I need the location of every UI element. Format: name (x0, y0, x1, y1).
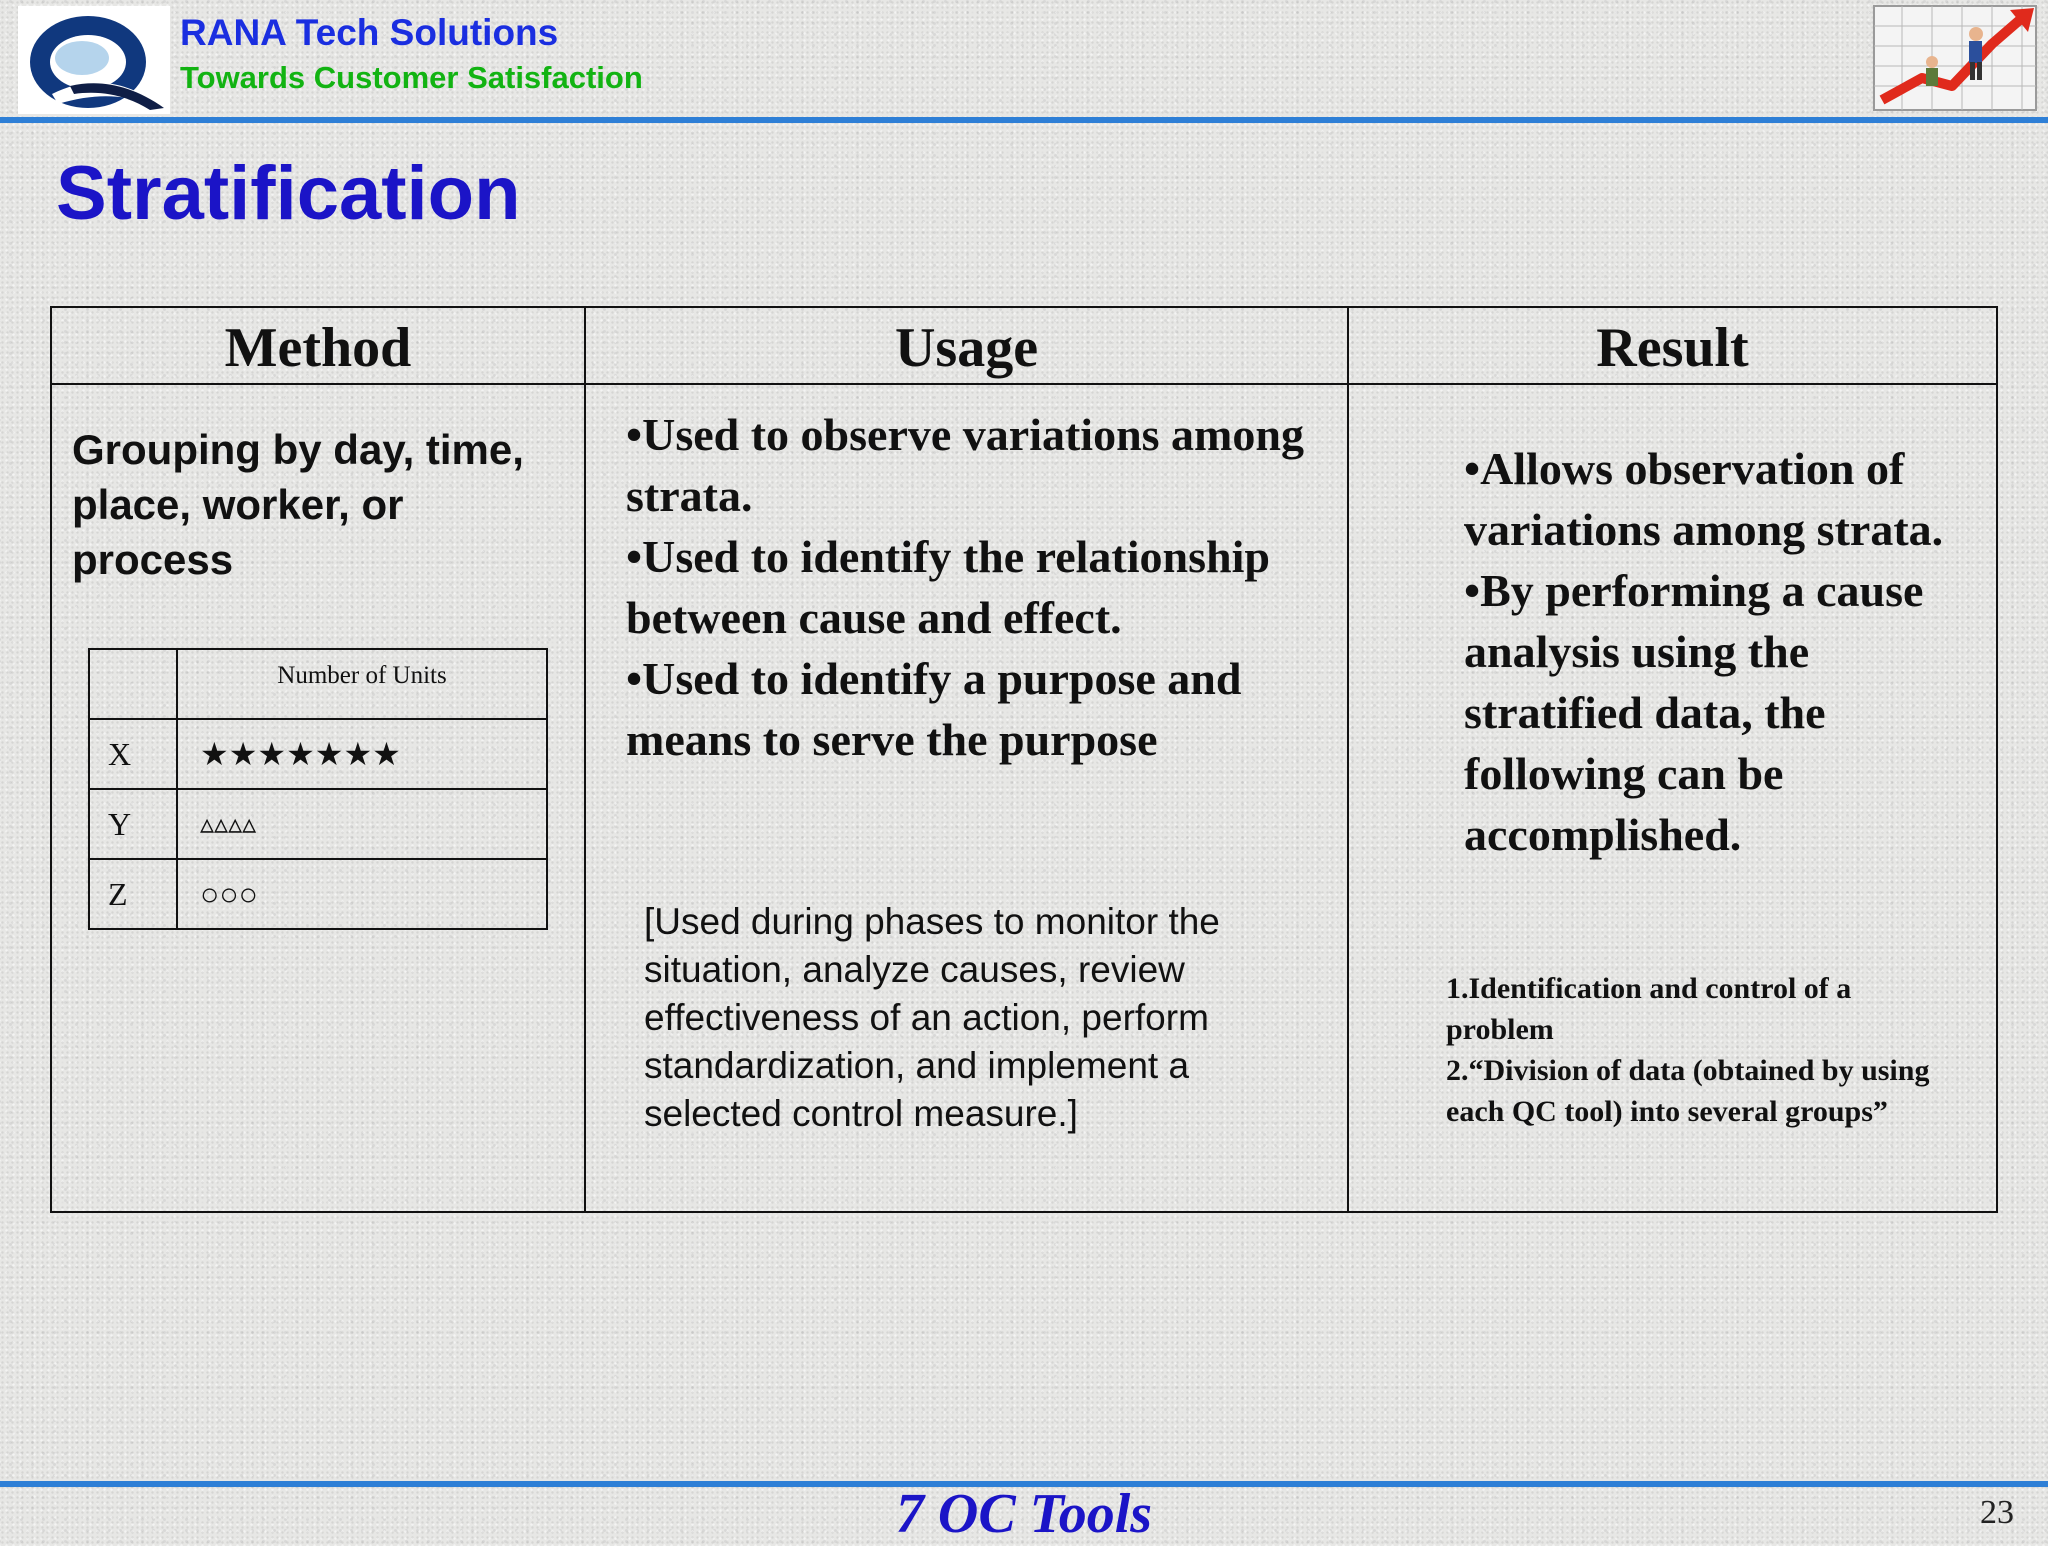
company-tagline: Towards Customer Satisfaction (180, 60, 643, 95)
page-number: 23 (1980, 1494, 2014, 1531)
footer-title: 7 OC Tools (895, 1483, 1153, 1545)
row-symbols: ○○○ (177, 859, 547, 929)
slide-header (0, 0, 2048, 118)
method-description: Grouping by day, time, place, worker, or process (72, 426, 524, 583)
units-table-header: Number of Units (177, 649, 547, 719)
growth-chart-climber-icon (1872, 4, 2038, 112)
usage-bullet: •Used to identify a purpose and means to serve the purpose (626, 653, 1242, 765)
result-bullet: •Allows observation of variations among strata. (1464, 443, 1944, 555)
column-header-result: Result (1596, 317, 1749, 379)
row-symbols: ★★★★★★★ (177, 719, 547, 789)
units-table-corner (89, 649, 177, 719)
result-bullet-list (1464, 438, 1994, 865)
usage-bullet: •Used to identify the relationship between cause and effect. (626, 531, 1270, 643)
column-divider (584, 306, 586, 1213)
q-swoosh-logo-icon (18, 6, 170, 114)
result-bullet: •By performing a cause analysis using the stratified data, the following can be accomplished. (1464, 565, 1924, 860)
column-header-usage: Usage (894, 317, 1039, 379)
header-row-divider (50, 383, 1998, 385)
row-symbols: ▵▵▵▵ (177, 789, 547, 859)
result-note: 2.“Division of data (obtained by using each QC tool) into several groups” (1446, 1054, 1930, 1128)
row-label: Z (89, 859, 177, 929)
row-label: X (89, 719, 177, 789)
units-table (88, 648, 548, 930)
column-header-method: Method (224, 317, 412, 379)
units-table-header-row (89, 649, 547, 719)
usage-bullet-list (626, 404, 1326, 770)
units-table-row (89, 859, 547, 929)
company-name: RANA Tech Solutions (180, 12, 559, 53)
result-note: 1.Identification and control of a problem (1446, 972, 1852, 1046)
units-table-row (89, 719, 547, 789)
result-notes (1446, 968, 1966, 1132)
slide-title: Stratification (56, 151, 521, 236)
units-table-row (89, 789, 547, 859)
usage-bullet: •Used to observe variations among strata. (626, 409, 1304, 521)
column-divider (1347, 306, 1349, 1213)
row-label: Y (89, 789, 177, 859)
header-divider (0, 117, 2048, 123)
usage-note: [Used during phases to monitor the situation, analyze causes, review effectiveness of an action, perform standardization, and implement a selected control measure.] (644, 901, 1220, 1134)
